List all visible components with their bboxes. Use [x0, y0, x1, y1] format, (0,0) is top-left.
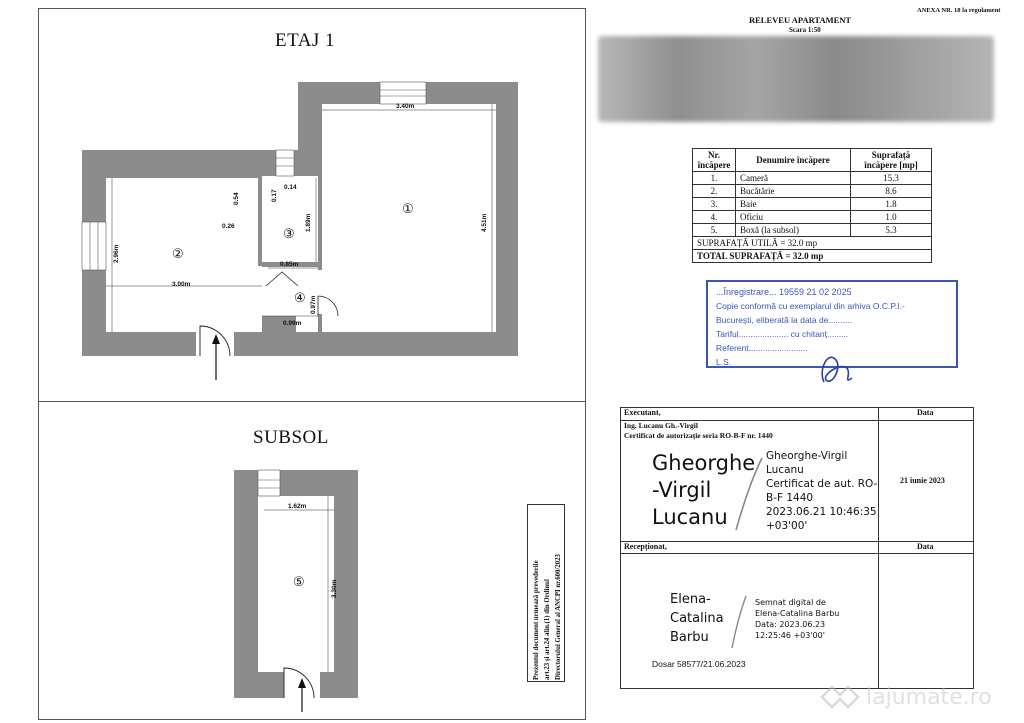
col-area: Suprafață încăpere [mp]: [851, 149, 932, 172]
cert-header-line-2: [621, 553, 973, 554]
table-row: [693, 172, 932, 185]
stamp-line-2: Copie conformă cu exemplarul din arhiva O.C.P.I.-: [716, 301, 905, 311]
annex-label: ANEXA NR. 18 la regulament: [917, 7, 1001, 14]
table-row: [693, 224, 932, 237]
cell-nr: 1.: [693, 172, 736, 185]
stamp-line-1: ...Înregistrare... 19559 21 02 2025: [716, 287, 852, 297]
window-room-1: [380, 82, 426, 104]
cell-nr: 3.: [693, 198, 736, 211]
cell-area: 15.3: [851, 172, 932, 185]
cell-name: Bucătărie: [736, 185, 851, 198]
legal-note-text: [531, 508, 564, 680]
table-row: [693, 198, 932, 211]
recv-detail-line-1: Semnat digital de: [755, 598, 826, 607]
recv-detail-line-2: Elena-Catalina Barbu: [755, 609, 840, 618]
cell-area: 1.0: [851, 211, 932, 224]
cell-area: 1.8: [851, 198, 932, 211]
total-area: TOTAL SUPRAFAȚĂ = 32.0 mp: [693, 250, 932, 263]
receiver-name-block: [670, 590, 724, 647]
recv-name-line-3: Barbu: [670, 630, 709, 645]
window-room-5: [258, 470, 280, 496]
dim-r3-width: 0.85m: [280, 261, 299, 268]
cell-area: 8.6: [851, 185, 932, 198]
col-name: Denumire încăpere: [736, 149, 851, 172]
engineer-certificate: Certificat de autorizație seria RO-B-F nr. 1440: [624, 431, 773, 440]
sig-detail-line-1: Gheorghe-Virgil: [766, 450, 848, 462]
dim-r1-height: 4.51m: [481, 213, 488, 232]
signature-stroke-1: [730, 452, 770, 536]
sig-name-line-3: Lucanu: [652, 505, 728, 529]
watermark-text: lajumate.ro: [866, 684, 992, 710]
wall-bath-left: [258, 176, 262, 266]
sig-detail-line-2: Lucanu: [766, 464, 804, 476]
stamp-line-5: Referent.........................: [716, 343, 808, 353]
dim-054: 0.54: [233, 192, 240, 205]
cell-name: Oficiu: [736, 211, 851, 224]
cell-nr: 4.: [693, 211, 736, 224]
dim-014: 0.14: [284, 184, 297, 191]
dim-r2-height: 2.96m: [113, 244, 120, 263]
table-row: [693, 185, 932, 198]
legal-note-line-1: Prezentul document urmează prevederile: [533, 560, 540, 680]
dim-r1-width: 3.40m: [396, 103, 415, 110]
cell-name: Cameră: [736, 172, 851, 185]
receiver-details: [755, 597, 839, 641]
cell-name: Boxă (la subsol): [736, 224, 851, 237]
total-area-row: [693, 250, 932, 263]
data-label: Data: [917, 408, 934, 417]
dim-017: 0.17: [271, 189, 278, 202]
receptionat-label: Recepționat,: [624, 542, 667, 551]
watermark-logo-icon: [818, 683, 862, 711]
executant-date: 21 iunie 2023: [900, 476, 945, 485]
signature-stroke-2: [728, 592, 752, 652]
legal-note-box: [527, 504, 565, 682]
doc-title: RELEVEU APARTAMENT: [749, 15, 852, 25]
window-bath: [276, 150, 294, 176]
doc-scale: Scara 1:50: [789, 26, 821, 34]
room-number-3: ③: [283, 226, 295, 241]
recv-name-line-2: Catalina: [670, 611, 724, 626]
cell-name: Baie: [736, 198, 851, 211]
sig-detail-line-3: Certificat de aut. RO-: [766, 478, 878, 490]
legal-note-line-3: Directorului General al ANCPI nr.600/2023: [555, 554, 562, 680]
sig-detail-line-4: B-F 1440: [766, 492, 814, 504]
room-number-1: ①: [402, 201, 414, 216]
dim-r3-height: 1.89m: [305, 213, 312, 232]
engineer-name: Ing. Lucanu Gh.-Virgil: [624, 421, 698, 430]
recv-detail-line-4: 12:25:46 +03'00': [755, 631, 825, 640]
window-room-2: [82, 222, 106, 270]
table-header-row: [693, 149, 932, 172]
recv-name-line-1: Elena-: [670, 592, 711, 607]
rooms-table: [692, 148, 932, 263]
legal-note-line-2: art.23 și art.24 alin.(1) din Ordinul: [544, 579, 551, 680]
cell-nr: 2.: [693, 185, 736, 198]
executant-label: Executant,: [624, 408, 661, 417]
redacted-area: [598, 36, 994, 122]
room-number-2: ②: [172, 246, 184, 261]
cert-vertical-divider: [878, 408, 879, 688]
sig-name-line-2: -Virgil: [652, 478, 712, 502]
col-nr: Nr. încăpere: [693, 149, 736, 172]
stamp-line-4: Tariful..................... cu chitanț.........: [716, 329, 849, 339]
sig-detail-line-5: 2023.06.21 10:46:35: [766, 506, 877, 518]
dosar-number: Dosar 58577/21.06.2023: [652, 659, 746, 669]
cell-area: 5.3: [851, 224, 932, 237]
handwritten-signature: [814, 330, 864, 390]
subsol-title: SUBSOL: [253, 427, 329, 448]
recv-detail-line-3: Data: 2023.06.23: [755, 620, 826, 629]
table-row: [693, 211, 932, 224]
sig-detail-line-6: +03'00': [766, 520, 808, 532]
cell-nr: 5.: [693, 224, 736, 237]
dim-r4-height: 0.97m: [310, 295, 317, 314]
room-number-4: ④: [294, 290, 306, 305]
stamp-line-3: București, eliberată la data de..........: [716, 315, 853, 325]
data-label-2: Data: [917, 542, 934, 551]
useful-area-row: [693, 237, 932, 250]
watermark: [818, 683, 992, 711]
etaj-title: ETAJ 1: [275, 30, 336, 51]
dim-r5-height: 3.30m: [331, 579, 338, 598]
signature-details: [766, 449, 877, 533]
dim-r4-width: 0.99m: [283, 320, 302, 327]
room-number-5: ⑤: [293, 574, 305, 589]
useful-area: SUPRAFAȚĂ UTILĂ = 32.0 mp: [693, 237, 932, 250]
stamp-line-6: L.S.: [716, 357, 732, 367]
dim-r5-width: 1.62m: [288, 503, 307, 510]
dim-r2-width: 3.00m: [172, 281, 191, 288]
dim-026: 0.26: [222, 223, 235, 230]
sig-name-line-1: Gheorghe: [652, 451, 756, 475]
